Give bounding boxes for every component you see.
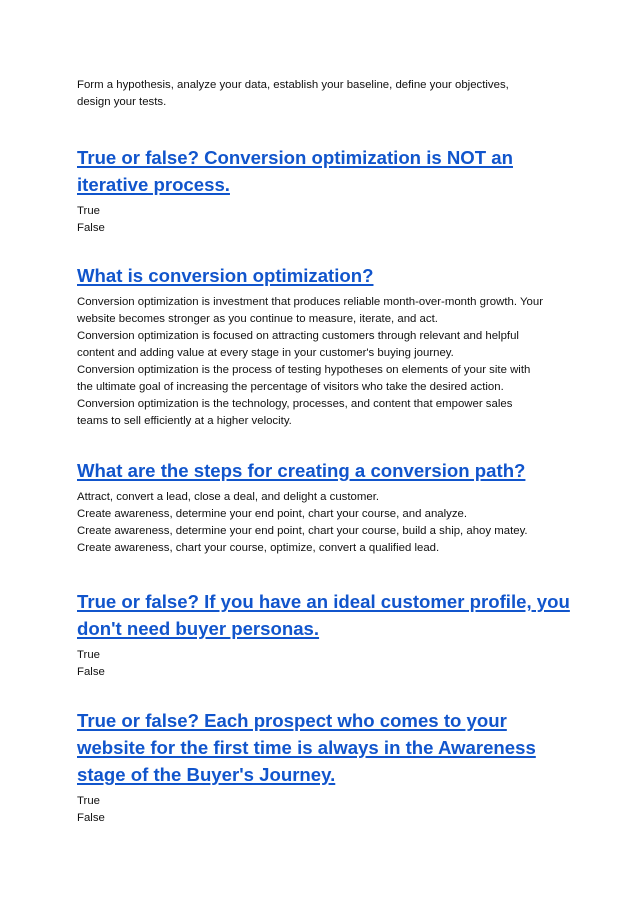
answer-options — [77, 294, 577, 430]
answer-option: False — [77, 666, 105, 678]
question-heading — [77, 588, 577, 642]
answer-options — [77, 647, 577, 681]
question-heading-line: True or false? Each prospect who comes to your — [77, 710, 507, 731]
question-heading-line: True or false? If you have an ideal customer profile, you — [77, 591, 570, 612]
question-heading-line: stage of the Buyer's Journey. — [77, 764, 336, 785]
answer-options — [77, 203, 577, 237]
answer-option: the ultimate goal of increasing the percentage of visitors who take the desired action. — [77, 381, 504, 393]
intro-line: design your tests. — [77, 96, 167, 108]
answer-option: Conversion optimization is investment that produces reliable month-over-month growth. Your — [77, 296, 543, 308]
answer-option: Create awareness, determine your end point, chart your course, and analyze. — [77, 508, 468, 520]
question-heading-line: What are the steps for creating a conversion path? — [77, 460, 526, 481]
answer-option: True — [77, 795, 100, 807]
question-block-conversion-path — [77, 457, 577, 557]
question-heading — [77, 144, 577, 198]
question-heading — [77, 457, 577, 484]
question-heading-line: What is conversion optimization? — [77, 265, 374, 286]
intro-paragraph — [77, 77, 567, 111]
answer-option: Create awareness, chart your course, optimize, convert a qualified lead. — [77, 542, 440, 554]
question-heading-line: True or false? Conversion optimization is NOT an — [77, 147, 513, 168]
answer-options — [77, 793, 577, 827]
answer-option: teams to sell efficiently at a higher velocity. — [77, 415, 292, 427]
answer-option: True — [77, 649, 100, 661]
question-heading-line: website for the first time is always in the Awareness — [77, 737, 536, 758]
answer-option: Conversion optimization is the technology, processes, and content that empower sales — [77, 398, 513, 410]
answer-option: Attract, convert a lead, close a deal, and delight a customer. — [77, 491, 380, 503]
question-heading-line: don't need buyer personas. — [77, 618, 320, 639]
answer-option: website becomes stronger as you continue to measure, iterate, and act. — [77, 313, 438, 325]
answer-option: Create awareness, determine your end point, chart your course, build a ship, ahoy matey. — [77, 525, 528, 537]
question-block-definition — [77, 262, 577, 430]
question-block-iterative — [77, 144, 577, 237]
answer-option: False — [77, 812, 105, 824]
question-heading — [77, 262, 577, 289]
intro-line: Form a hypothesis, analyze your data, establish your baseline, define your objectives, — [77, 79, 509, 91]
answer-option: Conversion optimization is focused on attracting customers through relevant and helpful — [77, 330, 519, 342]
answer-options — [77, 489, 577, 557]
question-heading — [77, 707, 577, 788]
answer-option: True — [77, 205, 100, 217]
question-heading-line: iterative process. — [77, 174, 230, 195]
question-block-buyer-personas — [77, 588, 577, 681]
answer-option: Conversion optimization is the process of testing hypotheses on elements of your site with — [77, 364, 531, 376]
answer-option: False — [77, 222, 105, 234]
question-block-awareness-stage — [77, 707, 577, 827]
answer-option: content and adding value at every stage in your customer's buying journey. — [77, 347, 454, 359]
